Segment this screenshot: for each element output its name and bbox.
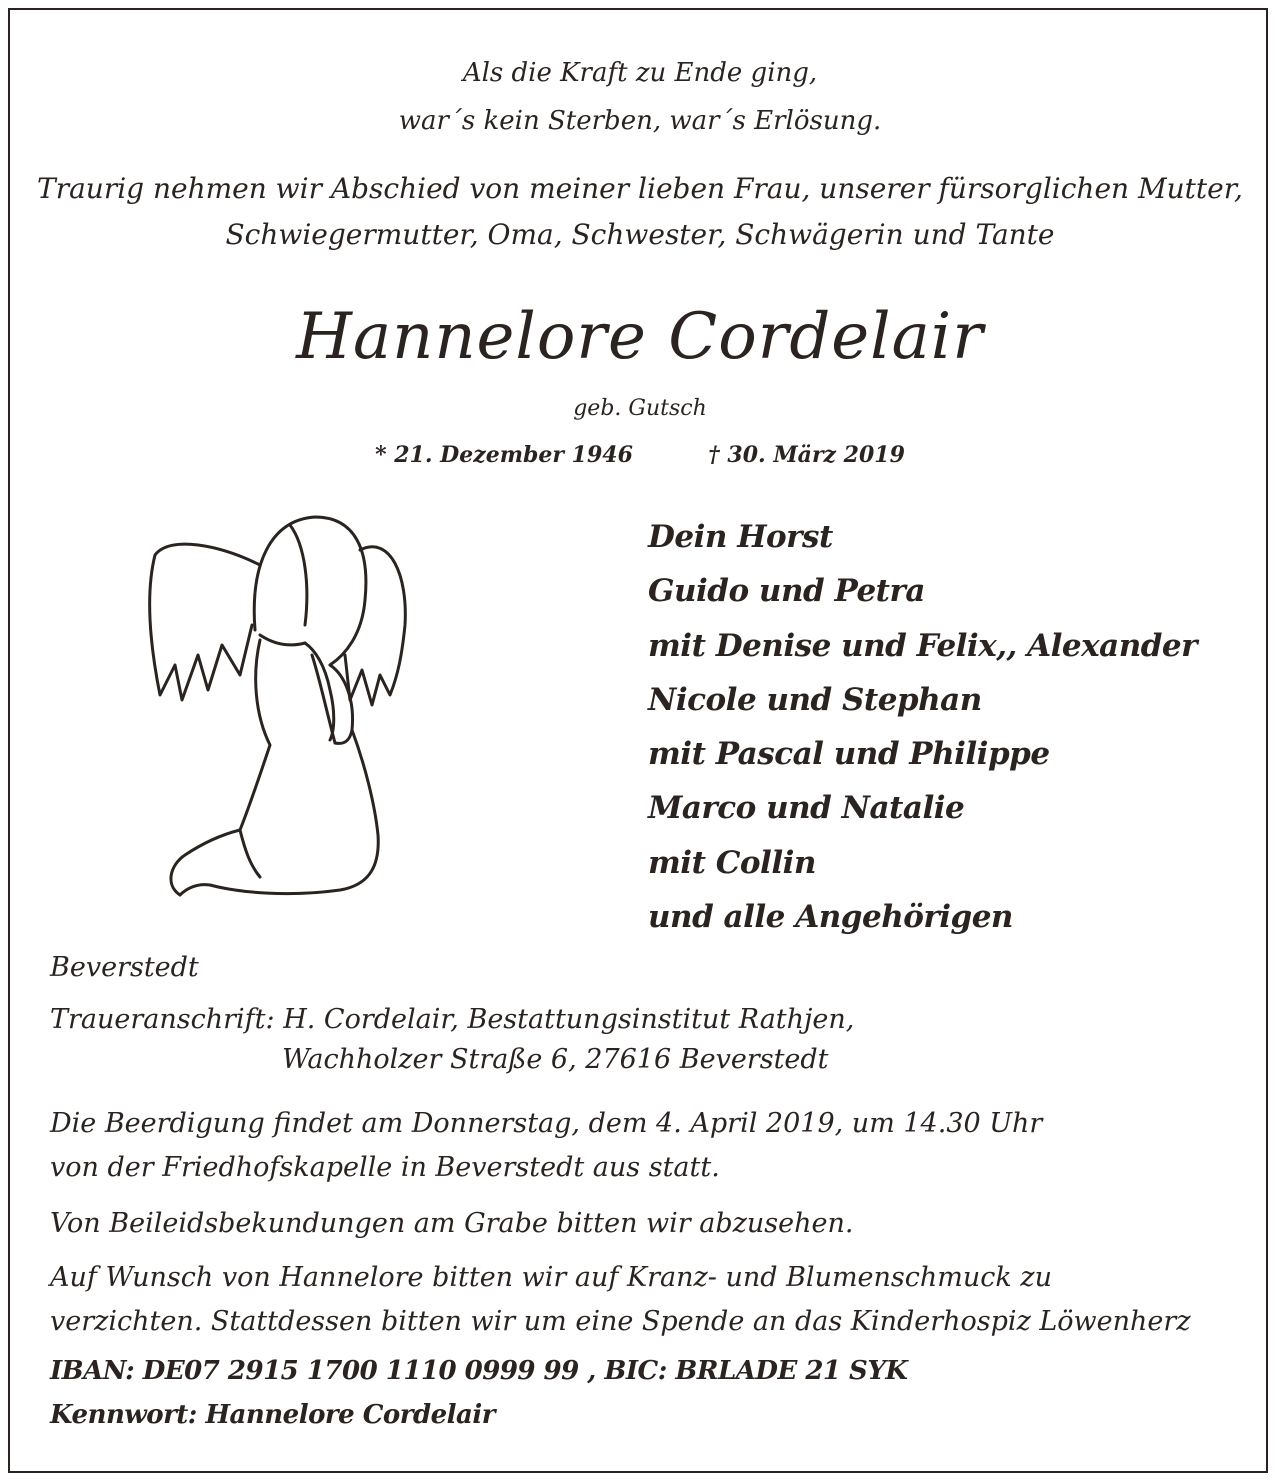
- death-date: † 30. März 2019: [708, 442, 905, 468]
- intro-line-2: Schwiegermutter, Oma, Schwester, Schwägerin und Tante: [225, 218, 1055, 251]
- family-line: Dein Horst: [648, 519, 833, 555]
- family-line: Guido und Petra: [648, 573, 925, 610]
- family-line: Nicole und Stephan: [648, 681, 982, 718]
- quote-line-1: Als die Kraft zu Ende ging,: [462, 58, 818, 88]
- intro-line-1: Traurig nehmen wir Abschied von meiner lieben Frau, unserer fürsorglichen Mutter,: [37, 172, 1243, 205]
- family-line: mit Pascal und Philippe: [648, 736, 1050, 773]
- family-line: mit Collin: [648, 844, 816, 881]
- condolence-note: Von Beileidsbekundungen am Grabe bitten wir abzusehen.: [50, 1208, 854, 1239]
- funeral-line-2: von der Friedhofskapelle in Beverstedt aus statt.: [50, 1152, 720, 1183]
- funeral-line-1: Die Beerdigung findet am Donnerstag, dem 4. April 2019, um 14.30 Uhr: [50, 1108, 1043, 1139]
- family-line: Marco und Natalie: [648, 790, 965, 827]
- donation-line-1: Auf Wunsch von Hannelore bitten wir auf Kranz- und Blumenschmuck zu: [50, 1262, 1052, 1293]
- deceased-name: Hannelore Cordelair: [296, 300, 984, 374]
- family-list: [648, 510, 1197, 944]
- life-dates: [0, 442, 1280, 468]
- family-line: mit Denise und Felix,, Alexander: [648, 627, 1197, 664]
- praying-angel-icon: [140, 505, 430, 905]
- donation-line-2: verzichten. Stattdessen bitten wir um eine Spende an das Kinderhospiz Löwenherz: [50, 1306, 1191, 1337]
- donation-keyword: Kennwort: Hannelore Cordelair: [50, 1400, 495, 1430]
- family-line: und alle Angehörigen: [648, 899, 1013, 936]
- address-line-1: Traueranschrift: H. Cordelair, Bestattungsinstitut Rathjen,: [50, 1004, 855, 1035]
- address-line-2: Wachholzer Straße 6, 27616 Beverstedt: [282, 1044, 829, 1075]
- quote-line-2: war´s kein Sterben, war´s Erlösung.: [398, 106, 882, 136]
- place: Beverstedt: [50, 952, 199, 983]
- birth-date: * 21. Dezember 1946: [375, 442, 633, 468]
- maiden-name: geb. Gutsch: [573, 396, 707, 421]
- bank-details: IBAN: DE07 2915 1700 1110 0999 99 , BIC: BRLADE 21 SYK: [50, 1356, 908, 1386]
